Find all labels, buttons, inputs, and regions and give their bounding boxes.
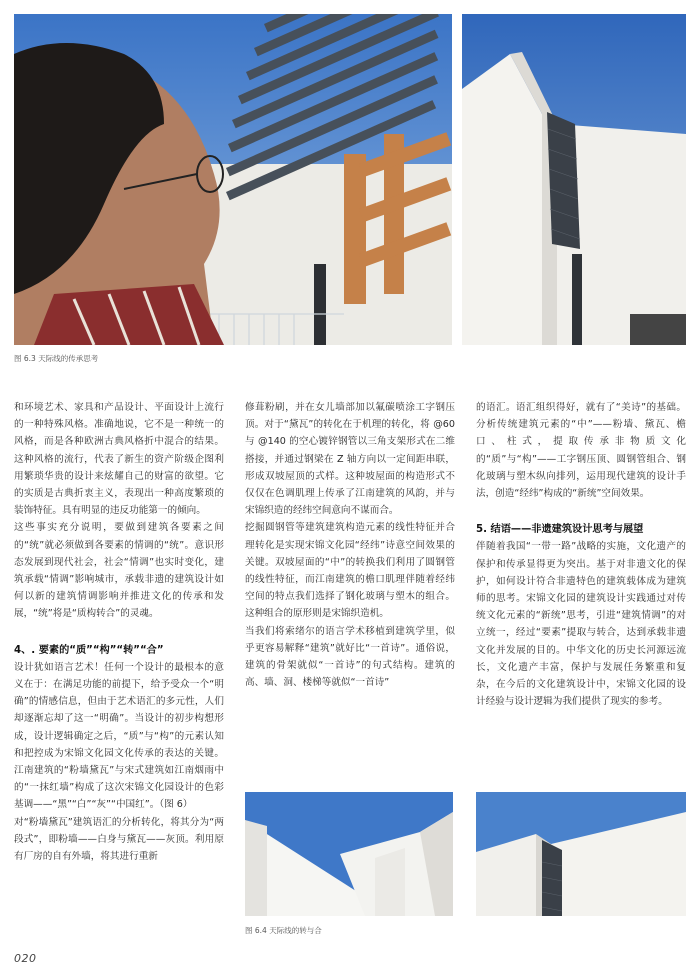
col1-paragraph-4: 对“粉墙黛瓦”建筑语汇的分析转化，将其分为“两段式”，即粉墙——白身与黛瓦——灰顶。利用原有厂房的自有外墙，将其进行重新 [14, 816, 224, 863]
page-number: 020 [14, 952, 37, 965]
photo-tower [462, 14, 686, 345]
section-5-heading: 5. 结语——非遗建筑设计思考与展望 [476, 524, 644, 536]
text-column-1 [14, 399, 224, 865]
sky-walls-image [245, 792, 453, 916]
section-4-heading: 4、. 要素的“质”“构”“转”“合” [14, 644, 164, 656]
col1-paragraph-3: 设计犹如语言艺术！任何一个设计的最根本的意义在于：在满足功能的前提下，给予受众一个“明确”的情感信息，但由于艺术语汇的多元性，人们却逐渐忘却了这一“明确”。当设计的初步构想形成，设计逻辑确定之后，“质”与“构”的元素认知和把控成为宋锦文化园文化传承的表达的关键。江南建筑的“粉墙黛瓦”与宋式建筑如江南烟雨中的“一抹红墙”构成了这次宋锦文化园设计的色彩基调——“黑”“白”“灰”“中国红”。（图 6） [14, 661, 224, 811]
photo-portrait [14, 14, 452, 345]
tower-image [462, 14, 686, 345]
col2-paragraph-1: 修葺粉刷，并在女儿墙部加以氟碳喷涂工字钢压顶。对于“黛瓦”的转化在于机理的转化，将 @60 与 @140 的空心镀锌钢管以三角支架形式在二维搭接，并通过钢梁在 Z 轴方向以一定间距串联，形成双坡屋顶的式样。这种坡屋面的构造形式不仅仅在色调肌理上传承了江南建筑的风韵，并与宋锦织造的经纬空间意向不谋而合。 [245, 402, 455, 517]
col3-paragraph-2: 伴随着我国“一带一路”战略的实施，文化遗产的保护和传承显得更为突出。基于对非遗文化的保护，如何设计符合非遗特色的建筑载体成为建筑师的思考。宋锦文化园的建筑设计实践通过对传统文化元素的“新统”思考，引进“建筑情调”的对立统一，经过“要素”提取与转合，达到承载非遗文化并发展的目的。中华文化的历史长河源远流长，文化遗产丰富，保护与发展任务繁重和复杂，在今后的文化建筑设计中，宋锦文化园的设计经验与设计逻辑为我们提供了现实的参考。 [476, 541, 686, 708]
photo-corner [476, 792, 686, 916]
corner-image [476, 792, 686, 916]
portrait-image [14, 14, 452, 345]
col1-paragraph-2: 这些事实充分说明，要做到建筑各要素之间的“统”就必须做到各要素的情调的“统”。意识形态发展到现代社会，社会“情调”也实时变化，建筑承载“情调”影响城市，承载非遗的建筑设计如何以新的建筑情调影响并推进文化的传承和发展，“统”将是“质构转合”的灵魂。 [14, 522, 224, 620]
col1-paragraph-1: 和环境艺术、家具和产品设计、平面设计上流行的一种特殊风格。准确地说，它不是一种统一的风格，而是各种欧洲古典风格折中混合的结果。这种风格的流行，代表了新生的资产阶级企图利用繁琐华贵的设计来炫耀自己的财富的欲望。它的实质是古典折衷主义，表现出一种高度繁琐的装饰特征。具有明显的违反功能第一的倾向。 [14, 402, 224, 517]
figure-caption-6-3: 图 6.3 天际线的传承思考 [14, 354, 99, 363]
col2-paragraph-3: 当我们将索绪尔的语言学术移植到建筑学里，似乎更容易解释“建筑”就好比“一首诗”。通俗说，建筑的骨架就似“一首诗”的句式结构。建筑的高、墙、洞、楼梯等就似“一首诗” [245, 625, 455, 689]
text-column-3 [476, 399, 686, 710]
text-column-2 [245, 399, 455, 691]
photo-sky-walls [245, 792, 453, 916]
col3-paragraph-1: 的语汇。语汇组织得好，就有了“美诗”的基础。分析传统建筑元素的“中”——粉墙、黛瓦、檐口、柱式，提取传承非物质文化的“质”与“构”——工字钢压顶、圆钢管组合、钢化玻璃与塑木纵向排列，运用现代建筑的设计手法，创造“经纬”构成的“新统”空间效果。 [476, 402, 686, 500]
col2-paragraph-2: 挖掘圆钢管等建筑建筑构造元素的线性特征并合理转化是实现宋锦文化园“经纬”诗意空间效果的关键。双坡屋面的“中”的转换我们利用了圆钢管的线性特征，而江南建筑的檐口肌理伴随着经纬空间的特点我们选择了钢化玻璃与塑木的组合。这种组合的原形则是宋锦织造机。 [245, 522, 455, 620]
figure-caption-6-4: 图 6.4 天际线的转与合 [245, 926, 322, 935]
